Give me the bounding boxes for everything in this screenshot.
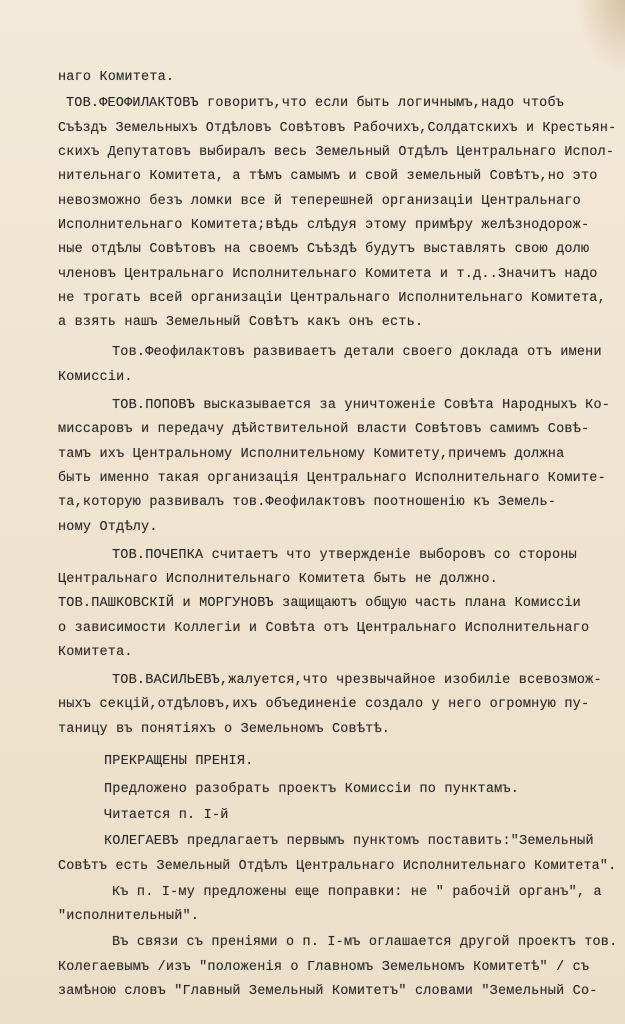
- text-line: Читается п. I-й: [104, 807, 229, 823]
- text-line: ные отдѣлы Совѣтовъ на своемъ Съѣздѣ будутъ выставлять свою долю: [58, 242, 590, 258]
- text-line: ПРЕКРАЩЕНЫ ПРЕНIЯ.: [104, 753, 254, 769]
- text-line: ТОВ.ФЕОФИЛАКТОВЪ говоритъ,что если быть логичнымъ,надо чтобъ: [66, 96, 565, 112]
- text-line: "исполнительный".: [58, 909, 200, 925]
- text-line: Комиссiи.: [58, 369, 133, 385]
- text-line: ному Отдѣлу.: [58, 519, 158, 535]
- text-line: Къ п. I-му предложены еще поправки: не " рабочiй органъ", а: [112, 884, 602, 900]
- text-line: тамъ ихъ Центральному Исполнительному Комитету,причемъ должна: [58, 446, 565, 462]
- text-line: Въ связи съ пренiями о п. I-мъ оглашается другой проектъ тов.: [112, 935, 618, 951]
- text-line: Съѣздъ Земельныхъ Отдѣловъ Совѣтовъ Рабочихъ,Солдатскихъ и Крестьян-: [58, 120, 617, 136]
- text-line: невозможно безъ ломки все й теперешней организацiи Центральнаго: [58, 193, 581, 209]
- paper-stain: [579, 0, 625, 70]
- text-line: ТОВ.ПАШКОВСКIЙ и МОРГУНОВЪ защищаютъ общую часть плана Комиссiи: [58, 596, 581, 612]
- text-line: наго Комитета.: [58, 70, 175, 85]
- text-line: быть именно такая организацiя Центральнаго Исполнительнаго Комите-: [58, 470, 606, 486]
- text-line: Тов.Феофилактовъ развиваетъ детали своего доклада отъ имени: [112, 345, 602, 361]
- text-line: Предложено разобрать проектъ Комиссiи по пунктамъ.: [104, 781, 520, 797]
- text-line: Совѣтъ есть Земельный Отдѣлъ Центральнаго Исполнительнаго Комитета".: [58, 858, 617, 874]
- text-line: о зависимости Коллегiи и Совѣта отъ Центральнаго Исполнительнаго: [58, 620, 590, 636]
- text-line: а взять нашъ Земельный Совѣтъ какъ онъ есть.: [58, 315, 424, 331]
- text-line: таницу въ понятiяхъ о Земельномъ Совѣтѣ.: [58, 721, 391, 737]
- text-line: ТОВ.ПОЧЕПКА считаетъ что утвержденiе выборовъ со стороны: [112, 547, 577, 563]
- text-line: КОЛЕГАЕВЪ предлагаетъ первымъ пунктомъ поставить:"Земельный: [104, 834, 594, 850]
- text-line: членовъ Центральнаго Исполнительнаго Комитета и т.д..Значитъ надо: [58, 266, 598, 282]
- text-line: та,которую развивалъ тов.Феофилактовъ поотношенiю къ Земель-: [58, 495, 557, 511]
- text-line: ТОВ.ПОПОВЪ высказывается за уничтоженiе Совѣта Народныхъ Ко-: [112, 397, 611, 413]
- text-line: миссаровъ и передачу дѣйствительной власти Совѣтовъ самимъ Совѣ-: [58, 422, 590, 438]
- text-line: ныхъ секцiй,отдѣловъ,ихъ объединенiе создало у него огромную пу-: [58, 697, 590, 713]
- text-line: скихъ Депутатовъ выбиралъ весь Земельный Отдѣлъ Центральнаго Испол-: [58, 144, 615, 160]
- text-line: Колегаевымъ /изъ "положенiя о Главномъ Земельномъ Комитетѣ" / съ: [58, 959, 590, 975]
- text-line: не трогать всей организацiи Центральнаго Исполнительнаго Комитета,: [58, 291, 606, 306]
- text-line: Исполнительнаго Комитета;вѣдь слѣдуя этому примѣру желѣзнодорож-: [58, 218, 590, 233]
- text-line: Комитета.: [58, 645, 133, 660]
- text-line: ТОВ.ВАСИЛЬЕВЪ,жалуется,что чрезвычайное изобилiе всевозмож-: [112, 673, 602, 689]
- text-line: Центральнаго Исполнительнаго Комитета быть не должно.: [58, 572, 498, 587]
- text-line: нительнаго Комитета, а тѣмъ самымъ и свой земельный Совѣтъ,но это: [58, 169, 598, 185]
- text-line: замѣною словъ "Главный Земельный Комитетъ" словами "Земельный Со-: [58, 984, 598, 999]
